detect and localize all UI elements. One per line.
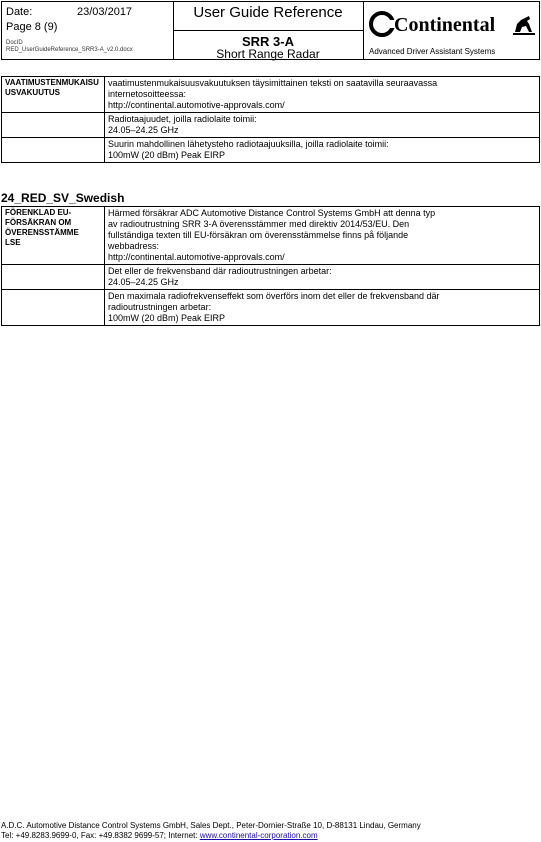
document-title: User Guide Reference [173,2,363,31]
row-label [2,290,105,326]
label-text: FÖRSÄKRAN OM [5,218,72,227]
table-row [2,77,540,113]
text-line: internetosoitteessa: [108,89,187,99]
text-line: av radioutrustning SRR 3-A överensstämmer med direktiv 2014/53/EU. Den [108,219,410,229]
label-text: FÖRENKLAD EU- [5,208,72,217]
date-row [6,6,133,18]
row-content [105,207,540,265]
product-name: SRR 3-A [241,34,294,49]
date-label: Date: [6,6,33,18]
row-content [105,77,540,113]
table-row [2,265,540,290]
footer-contact [1,831,421,841]
row-content [105,265,540,290]
table-row [2,138,540,163]
footer-phone: Tel: +49.8283.9699-0, Fax: +49.8382 9699-57; Internet: [1,831,200,840]
row-content [105,290,540,326]
text-line: 24.05–24.25 GHz [108,125,179,135]
footer-address: A.D.C. Automotive Distance Control Systems GmbH, Sales Dept., Peter-Dornier-Straße 10, D-88131 Lindau, Germany [1,821,421,830]
finnish-declaration-table [1,76,540,163]
label-text: LSE [5,238,21,247]
row-content [105,113,540,138]
section-heading: 24_RED_SV_Swedish [1,191,125,205]
table-row [2,290,540,326]
docid-label: DocID [6,40,23,46]
document-header [1,1,540,60]
website-link[interactable]: www.continental-corporation.com [199,831,318,840]
text-line: 100mW (20 dBm) Peak EIRP [108,313,226,323]
text-line: Den maximala radiofrekvenseffekt som överförs inom det eller de frekvensband där [108,291,440,301]
row-content [105,138,540,163]
text-line: 24.05–24.25 GHz [108,277,179,287]
continental-logo [369,10,537,38]
row-label [2,138,105,163]
brand-tagline: Advanced Driver Assistant Systems [369,47,496,56]
date-value: 23/03/2017 [77,6,133,18]
table-row [2,113,540,138]
header-meta-cell [2,2,174,59]
swedish-declaration-table [1,206,540,326]
text-line: vaatimustenmukaisuusvakuutuksen täysimittainen teksti on saatavilla seuraavassa [108,78,438,88]
label-text: VAATIMUSTENMUKAISUUSVAKUUTUS [5,78,99,97]
product-subtitle: Short Range Radar [216,47,320,61]
text-line: 100mW (20 dBm) Peak EIRP [108,150,226,160]
table-row [2,207,540,265]
header-title-cell [173,2,364,59]
brand-wordmark: Continental [394,14,496,36]
horse-icon [515,16,532,32]
url-text: http://continental.automotive-approvals.com/ [108,100,285,110]
header-brand-cell [363,2,539,59]
row-label [2,207,105,265]
row-label [2,265,105,290]
docid-value: RED_UserGuideReference_SRR3-A_v2.0.docx [6,47,133,53]
document-footer [1,821,421,841]
text-line: Radiotaajuudet, joilla radiolaite toimii: [108,114,257,124]
text-line: Härmed försäkrar ADC Automotive Distance Control Systems GmbH att denna typ [108,208,436,218]
text-line: radioutrustningen arbetar: [108,302,212,312]
text-line: fullständiga texten till EU-försäkran om överensstämmelse finns på följande [108,230,409,240]
url-text: http://continental.automotive-approvals.com/ [108,252,285,262]
page-number: Page 8 (9) [6,21,58,33]
text-line: webbadress: [108,241,160,251]
label-text: ÖVERENSSTÄMME [5,228,79,237]
row-label [2,113,105,138]
text-line: Suurin mahdollinen lähetysteho radiotaajuuksilla, joilla radiolaite toimii: [108,139,389,149]
text-line: Det eller de frekvensband där radioutrustningen arbetar: [108,266,332,276]
row-label [2,77,105,113]
